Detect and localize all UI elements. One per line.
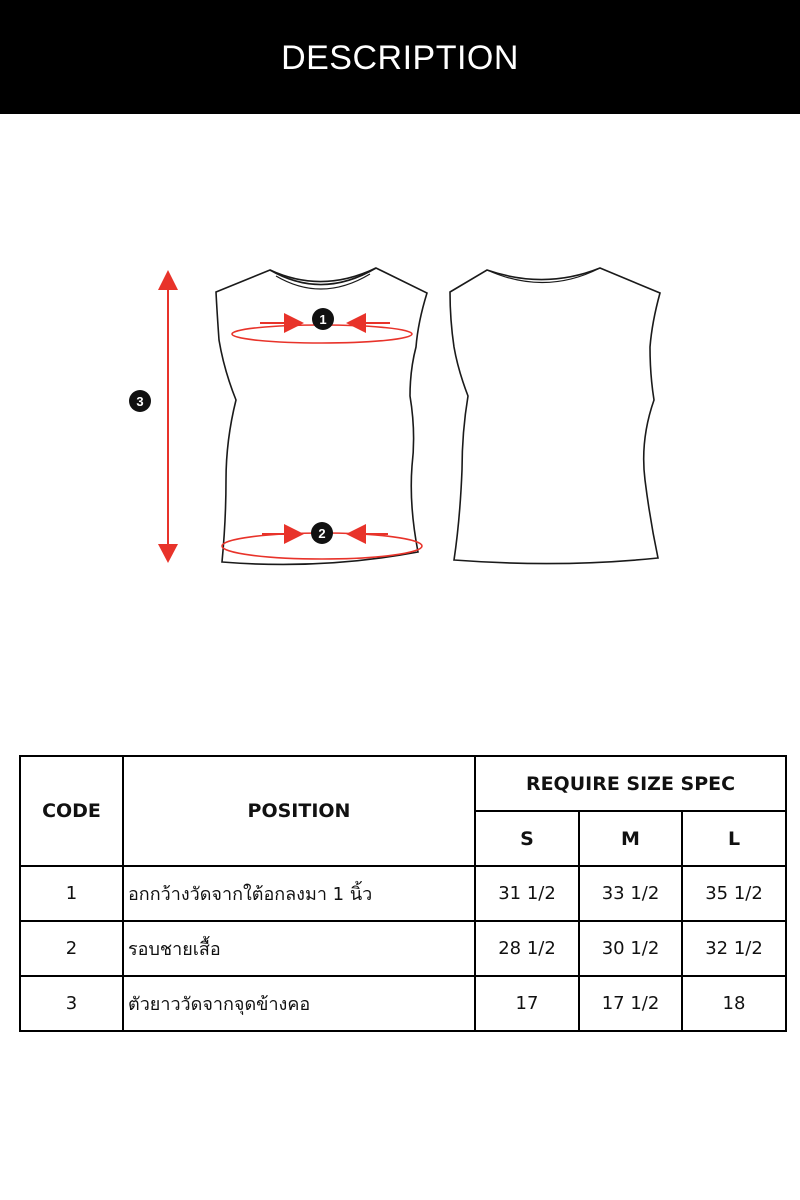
size-spec-table xyxy=(19,755,787,1032)
length-arrow-bottom xyxy=(158,544,178,563)
hem-measure xyxy=(222,522,422,559)
row-code: 3 xyxy=(20,976,123,1031)
row-value-l: 32 1/2 xyxy=(682,921,786,976)
header-size-l: L xyxy=(682,811,786,866)
marker-3-label: 3 xyxy=(136,394,144,409)
back-garment-outline xyxy=(450,268,660,564)
header-size-s: S xyxy=(475,811,579,866)
header-position: POSITION xyxy=(123,756,475,866)
header-size-m: M xyxy=(579,811,682,866)
row-position: รอบชายเสื้อ xyxy=(123,921,475,976)
garment-diagram xyxy=(0,240,800,600)
page-title: DESCRIPTION xyxy=(281,38,519,77)
garment-svg xyxy=(0,240,800,600)
header-size-spec: REQUIRE SIZE SPEC xyxy=(475,756,786,811)
header-bar xyxy=(0,0,800,114)
row-position: อกกว้างวัดจากใต้อกลงมา 1 นิ้ว xyxy=(123,866,475,921)
length-measure xyxy=(129,270,178,563)
row-code: 1 xyxy=(20,866,123,921)
marker-2-label: 2 xyxy=(318,526,326,541)
row-value-s: 28 1/2 xyxy=(475,921,579,976)
table-row xyxy=(20,921,786,976)
length-arrow-top xyxy=(158,270,178,290)
row-value-m: 30 1/2 xyxy=(579,921,682,976)
chest-measure xyxy=(232,308,412,343)
row-value-l: 18 xyxy=(682,976,786,1031)
header-code: CODE xyxy=(20,756,123,866)
row-value-s: 17 xyxy=(475,976,579,1031)
row-position: ตัวยาววัดจากจุดข้างคอ xyxy=(123,976,475,1031)
row-value-m: 33 1/2 xyxy=(579,866,682,921)
row-code: 2 xyxy=(20,921,123,976)
row-value-l: 35 1/2 xyxy=(682,866,786,921)
table-row xyxy=(20,976,786,1031)
row-value-s: 31 1/2 xyxy=(475,866,579,921)
marker-1-label: 1 xyxy=(319,312,327,327)
table-header-row xyxy=(20,756,786,811)
table-row xyxy=(20,866,786,921)
row-value-m: 17 1/2 xyxy=(579,976,682,1031)
